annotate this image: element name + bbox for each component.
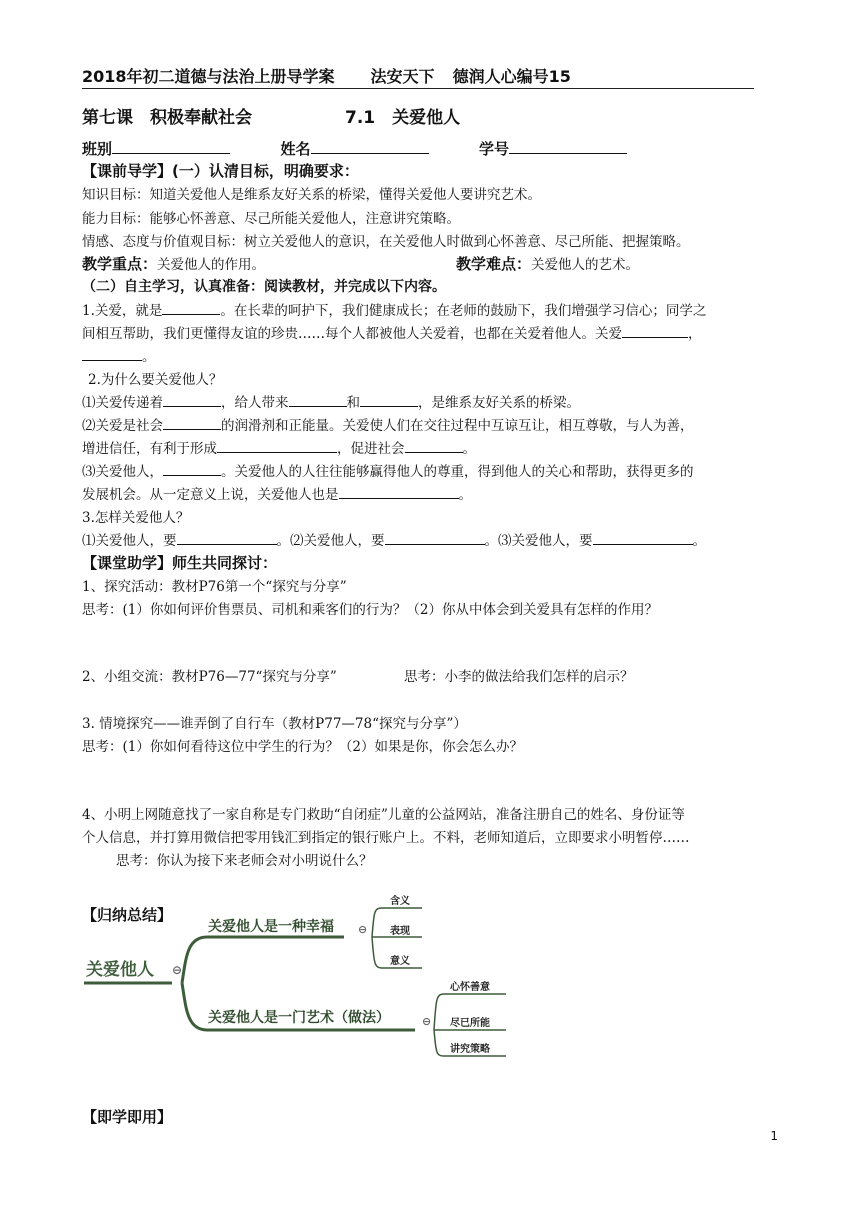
q2-1-text-c: 和 xyxy=(346,395,360,411)
page-number: 1 xyxy=(770,1129,778,1143)
leaf-meaning: 含义 xyxy=(390,896,410,907)
q2-1-text-d: ，是维系友好关系的桥梁。 xyxy=(418,395,580,411)
activity-4-question: 思考：你认为接下来老师会对小明说什么？ xyxy=(116,853,373,869)
class-label: 班别 xyxy=(82,140,113,158)
info-line xyxy=(82,138,627,159)
q1-blank-2[interactable] xyxy=(622,324,688,338)
branch2-label: 关爱他人是一门艺术（做法） xyxy=(208,1010,390,1026)
q2-2-line2 xyxy=(82,437,476,457)
q3-text-2: 。⑵关爱他人，要 xyxy=(276,533,385,549)
q1-text-a: 1.关爱，就是 xyxy=(82,303,163,319)
lesson-title: 第七课 积极奉献社会 xyxy=(82,108,252,128)
activity-1-question: 思考：(1）你如何评价售票员、司机和乘客们的行为？（2）你从中体会到关爱具有怎样的作用？ xyxy=(82,602,658,618)
leaf-strategy: 讲究策略 xyxy=(450,1044,490,1055)
q1-blank-3[interactable] xyxy=(82,347,142,361)
q3-items xyxy=(82,529,706,549)
activity-3: 3. 情境探究——谁弄倒了自行车（教材P77—78“探究与分享”） xyxy=(82,716,467,732)
section-title: 7.1 关爱他人 xyxy=(345,108,461,128)
activity-4-line2: 个人信息，并打算用微信把零用钱汇到指定的银行账户上。不料，老师知道后，立即要求小明暂停…… xyxy=(82,830,690,846)
class-heading xyxy=(82,552,277,573)
goal-ability: 能力目标：能够心怀善意、尽己所能关爱他人，注意讲究策略。 xyxy=(82,211,460,227)
q2-1-text-b: ，给人带来 xyxy=(221,395,289,411)
q1-text-c: 间相互帮助，我们更懂得友谊的珍贵……每个人都被他人关爱着，也都在关爱着他人。关爱 xyxy=(82,326,622,342)
q3-text-3: 。⑶关爱他人，要 xyxy=(484,533,593,549)
q3-title: 3.怎样关爱他人？ xyxy=(82,510,190,526)
q2-2-text-d: ，促进社会 xyxy=(337,441,405,457)
q2-2-line1 xyxy=(82,414,694,434)
q1-line1 xyxy=(82,299,706,319)
diff-text: 关爱他人的艺术。 xyxy=(531,257,640,273)
q1-line2 xyxy=(82,322,702,342)
key-point xyxy=(82,253,265,274)
mind-map xyxy=(82,888,512,1063)
leaf-goodwill: 心怀善意 xyxy=(450,982,490,993)
q3-text-1: ⑴关爱他人，要 xyxy=(82,533,177,549)
q2-1 xyxy=(82,391,580,411)
q2-2-blank-1[interactable] xyxy=(163,416,221,430)
q2-1-blank-2[interactable] xyxy=(289,393,347,407)
header-left: 2018年初二道德与法治上册导学案 xyxy=(82,67,335,86)
branch1-collapse-icon[interactable]: ⊖ xyxy=(358,923,368,936)
mind-map-root: 关爱他人 xyxy=(86,960,154,980)
goal-emotion: 情感、态度与价值观目标：树立关爱他人的意识，在关爱他人时做到心怀善意、尽己所能、把握策略。 xyxy=(82,234,690,250)
q3-blank-1[interactable] xyxy=(177,531,277,545)
pre-heading xyxy=(82,160,359,181)
q1-text-d: ， xyxy=(688,326,702,342)
q1-text-b: 。在长辈的呵护下，我们健康成长；在老师的鼓励下，我们增强学习信心；同学之 xyxy=(220,303,707,319)
q2-2-blank-2[interactable] xyxy=(217,439,337,453)
name-label: 姓名 xyxy=(280,140,311,158)
activity-1: 1、探究活动：教材P76第一个“探究与分享” xyxy=(82,579,347,595)
activity-2-question: 思考：小李的做法给我们怎样的启示？ xyxy=(404,669,634,685)
activity-4-line1: 4、小明上网随意找了一家自称是专门救助“自闭症”儿童的公益网站，准备注册自己的姓名、身份证等 xyxy=(82,807,685,823)
q2-3-text-c: 发展机会。从一定意义上说，关爱他人也是 xyxy=(82,487,339,503)
leaf-expression: 表现 xyxy=(390,926,410,937)
q2-1-blank-3[interactable] xyxy=(360,393,418,407)
leaf-significance: 意义 xyxy=(390,956,410,967)
diff-label: 教学难点： xyxy=(456,255,532,273)
q1-text-e: 。 xyxy=(142,349,156,365)
q2-3-blank-1[interactable] xyxy=(163,462,221,476)
q1-blank-1[interactable] xyxy=(162,301,220,315)
number-label: 学号 xyxy=(478,140,509,158)
q2-2-blank-3[interactable] xyxy=(405,439,463,453)
q1-line3 xyxy=(82,345,156,365)
class-heading-rest: 师生共同探讨： xyxy=(172,554,278,572)
q2-3-blank-2[interactable] xyxy=(339,485,459,499)
root-collapse-icon[interactable]: ⊖ xyxy=(172,963,183,977)
q3-text-end: 。 xyxy=(692,533,706,549)
q2-2-text-e: 。 xyxy=(462,441,476,457)
branch1-line xyxy=(182,937,344,983)
q3-blank-2[interactable] xyxy=(385,531,485,545)
q2-2-text-b: 的润滑剂和正能量。关爱使人们在交往过程中互谅互让，相互尊敬，与人为善， xyxy=(221,418,694,434)
q2-2-text-a: ⑵关爱是社会 xyxy=(82,418,163,434)
branch2-collapse-icon[interactable]: ⊖ xyxy=(422,1015,432,1028)
self-study-heading: （二）自主学习，认真准备：阅读教材，并完成以下内容。 xyxy=(82,279,446,295)
name-field[interactable] xyxy=(311,140,429,154)
class-field[interactable] xyxy=(112,140,230,154)
class-heading-bracket: 【课堂助学】 xyxy=(82,554,173,572)
q3-blank-3[interactable] xyxy=(593,531,693,545)
number-field[interactable] xyxy=(509,140,627,154)
leaf-best-effort: 尽已所能 xyxy=(450,1018,490,1029)
key-label: 教学重点： xyxy=(82,255,158,273)
q2-3-text-a: ⑶关爱他人， xyxy=(82,464,163,480)
pre-heading-rest: (一）认清目标，明确要求： xyxy=(172,162,359,180)
header-right: 德润人心编号15 xyxy=(452,67,571,86)
branch1-label: 关爱他人是一种幸福 xyxy=(208,919,334,935)
goal-knowledge: 知识目标：知道关爱他人是维系友好关系的桥梁，懂得关爱他人要讲究艺术。 xyxy=(82,187,541,203)
q2-2-text-c: 增进信任，有利于形成 xyxy=(82,441,217,457)
q2-1-blank-1[interactable] xyxy=(163,393,221,407)
q2-3-text-d: 。 xyxy=(458,487,472,503)
activity-3-question: 思考：(1）你如何看待这位中学生的行为？（2）如果是你，你会怎么办？ xyxy=(82,739,523,755)
difficult-point xyxy=(456,253,639,274)
pre-heading-bracket: 【课前导学】 xyxy=(82,162,173,180)
doc-header xyxy=(82,64,571,87)
q2-3-line1 xyxy=(82,460,694,480)
q2-title: 2.为什么要关爱他人？ xyxy=(88,372,223,388)
apply-heading: 【即学即用】 xyxy=(82,1108,173,1126)
q2-3-line2 xyxy=(82,483,472,503)
header-rule xyxy=(82,88,754,89)
activity-2: 2、小组交流：教材P76—77“探究与分享” xyxy=(82,669,337,685)
key-text: 关爱他人的作用。 xyxy=(157,257,266,273)
q2-3-text-b: 。关爱他人的人往往能够赢得他人的尊重，得到他人的关心和帮助，获得更多的 xyxy=(221,464,694,480)
summary-heading: 【归纳总结】 xyxy=(82,906,173,924)
q2-1-text-a: ⑴关爱传递着 xyxy=(82,395,163,411)
header-mid: 法安天下 xyxy=(370,67,435,86)
